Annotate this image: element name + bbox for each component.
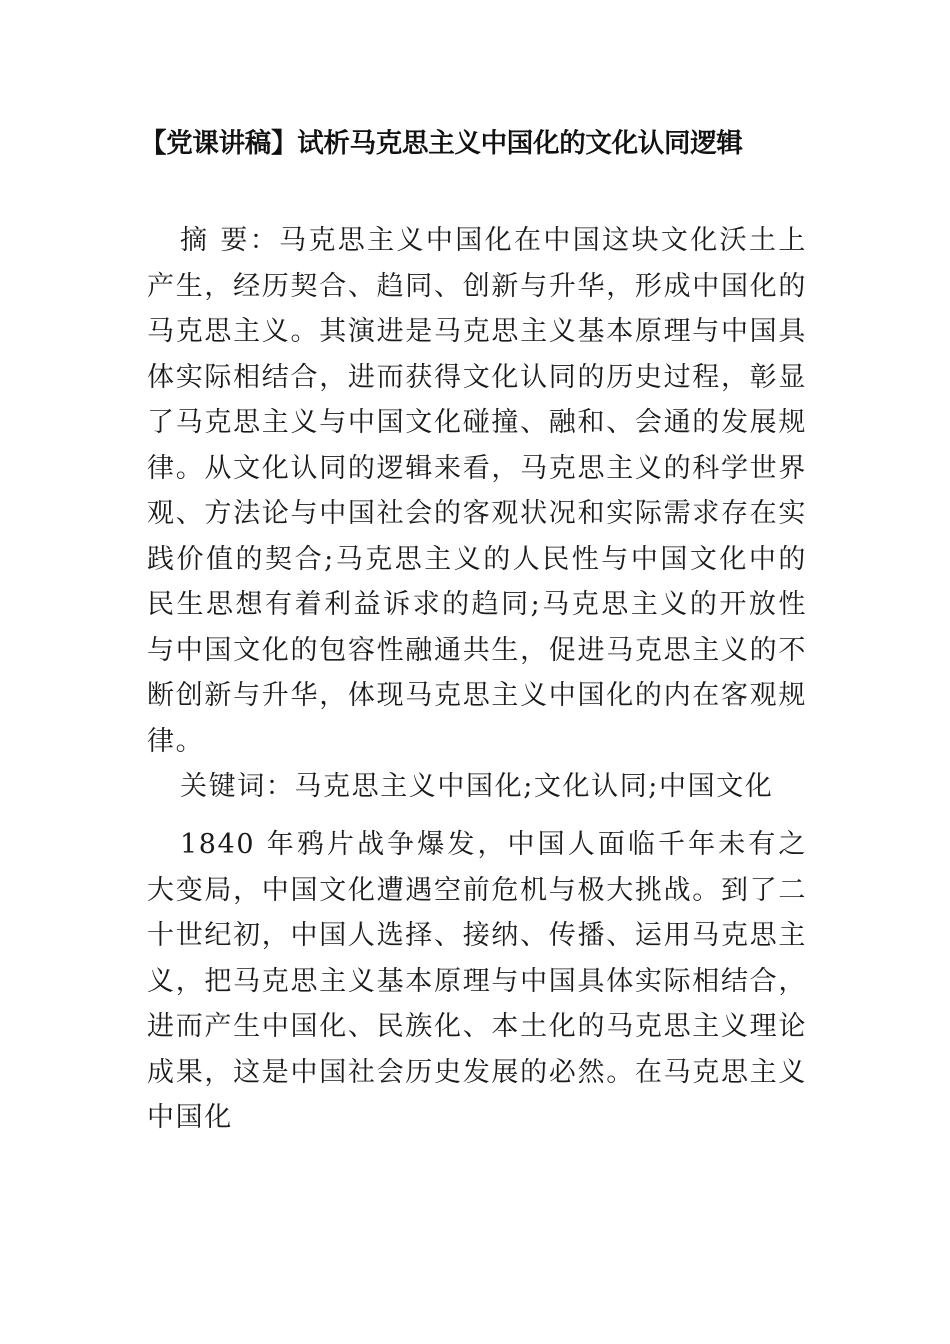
document-title: 【党课讲稿】试析马克思主义中国化的文化认同逻辑: [140, 128, 743, 159]
intro-paragraph: 1840 年鸦片战争爆发，中国人面临千年未有之大变局，中国文化遭遇空前危机与极大挑战。到了二十世纪初，中国人选择、接纳、传播、运用马克思主义，把马克思主义基本原理与中国具体实际相结合，进而产生中国化、民族化、本土化的马克思主义理论成果，这是中国社会历史发展的必然。在马克思主义中国化: [147, 829, 807, 1133]
keywords-paragraph: 关键词：马克思主义中国化;文化认同;中国文化: [180, 771, 774, 802]
abstract-paragraph: 摘 要：马克思主义中国化在中国这块文化沃土上产生，经历契合、趋同、创新与升华，形成中国化的马克思主义。其演进是马克思主义基本原理与中国具体实际相结合，进而获得文化认同的历史过程，彰显了马克思主义与中国文化碰撞、融和、会通的发展规律。从文化认同的逻辑来看，马克思主义的科学世界观、方法论与中国社会的客观状况和实际需求存在实践价值的契合;马克思主义的人民性与中国文化中的民生思想有着利益诉求的趋同;马克思主义的开放性与中国文化的包容性融通共生，促进马克思主义的不断创新与升华，体现马克思主义中国化的内在客观规律。: [147, 225, 807, 757]
